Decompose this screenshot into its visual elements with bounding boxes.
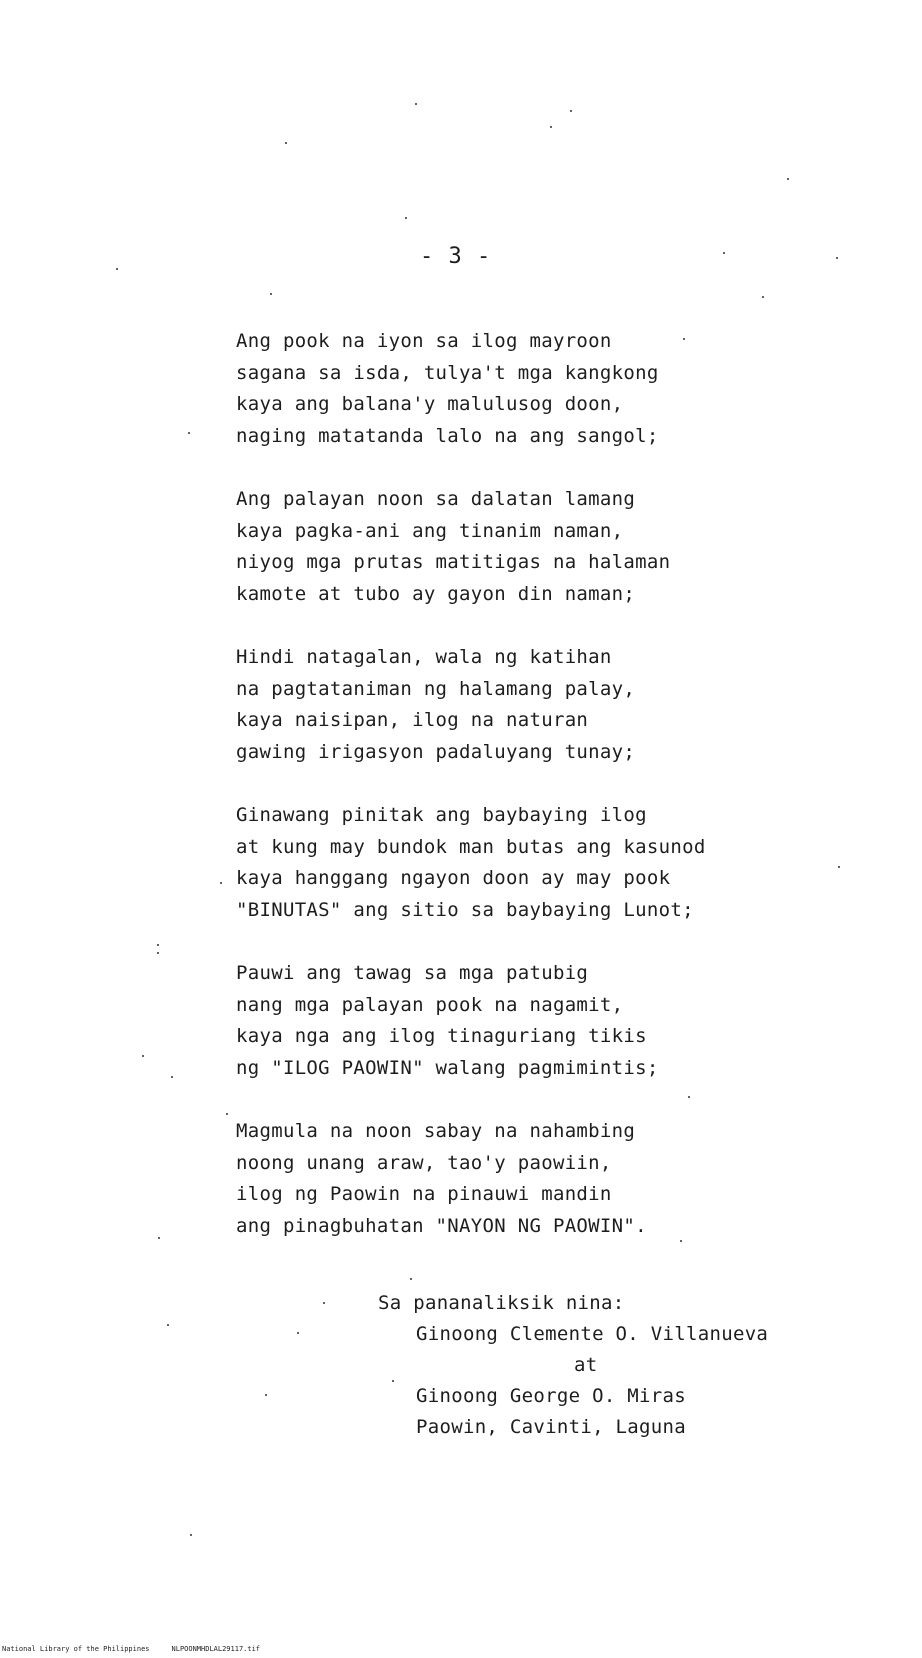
poem-line: niyog mga prutas matitigas na halaman: [236, 551, 671, 573]
scan-speck: [190, 1534, 192, 1536]
scan-speck: [723, 252, 725, 254]
stanza-3: [236, 642, 756, 768]
scan-speck: [270, 293, 272, 295]
footer-library: National Library of the Philippines: [2, 1645, 150, 1653]
stanza-5: [236, 958, 756, 1084]
scan-speck: [762, 296, 764, 298]
poem: [236, 326, 756, 1274]
scan-speck: [157, 952, 159, 954]
scan-speck: [157, 944, 159, 946]
scan-speck: [323, 1302, 325, 1304]
poem-line: kaya nga ang ilog tinaguriang tikis: [236, 1025, 647, 1047]
page-number: - 3 -: [420, 244, 492, 269]
poem-line: noong unang araw, tao'y paowiin,: [236, 1151, 612, 1174]
credits-place: Paowin, Cavinti, Laguna: [416, 1416, 686, 1438]
scan-speck: [836, 257, 838, 259]
poem-line: Ang pook na iyon sa ilog mayroon: [236, 330, 612, 352]
poem-line: Ang palayan noon sa dalatan lamang: [236, 488, 636, 510]
scan-speck: [410, 1278, 412, 1280]
scan-speck: [158, 1237, 160, 1239]
footer-file-id: NLPOONMHDLAL29117.tif: [171, 1645, 261, 1653]
poem-line: nang mga palayan pook na nagamit,: [236, 993, 624, 1016]
scan-speck: [142, 1055, 144, 1057]
poem-line: na pagtataniman ng halamang palay,: [236, 677, 636, 700]
author-name: Ginoong Clemente O. Villanueva: [416, 1323, 769, 1345]
poem-line: ilog ng Paowin na pinauwi mandin: [236, 1183, 612, 1205]
scan-footer: [2, 1645, 282, 1653]
poem-line: kaya hanggang ngayon doon ay may pook: [236, 867, 671, 889]
scan-speck: [116, 268, 118, 270]
poem-line: kaya ang balana'y malulusog doon,: [236, 393, 624, 415]
scan-speck: [297, 1332, 299, 1334]
scan-speck: [285, 142, 287, 144]
poem-line: gawing irigasyon padaluyang tunay;: [236, 740, 636, 763]
scan-speck: [220, 882, 222, 884]
scan-speck: [550, 126, 552, 128]
poem-line: kaya pagka-ani ang tinanim naman,: [236, 519, 624, 542]
poem-line: ang pinagbuhatan "NAYON NG PAOWIN".: [236, 1214, 647, 1237]
poem-line: kamote at tubo ay gayon din naman;: [236, 582, 636, 605]
poem-line: Ginawang pinitak ang baybaying ilog: [236, 804, 647, 826]
stanza-4: [236, 800, 756, 926]
scan-speck: [226, 1113, 228, 1115]
poem-line: Magmula na noon sabay na nahambing: [236, 1120, 636, 1142]
poem-line: sagana sa isda, tulya't mga kangkong: [236, 361, 659, 384]
author-name: Ginoong George O. Miras: [416, 1385, 686, 1407]
poem-line: "BINUTAS" ang sitio sa baybaying Lunot;: [236, 898, 694, 921]
poem-line: kaya naisipan, ilog na naturan: [236, 709, 589, 731]
stanza-2: [236, 484, 756, 610]
scan-speck: [570, 110, 572, 112]
stanza-1: [236, 326, 756, 452]
poem-line: Pauwi ang tawag sa mga patubig: [236, 962, 589, 984]
scan-speck: [265, 1394, 267, 1396]
stanza-6: [236, 1116, 756, 1242]
scan-speck: [405, 217, 407, 219]
credits-conjunction: at: [574, 1354, 598, 1376]
poem-line: naging matatanda lalo na ang sangol;: [236, 424, 659, 447]
credits-intro: Sa pananaliksik nina:: [378, 1292, 625, 1314]
poem-line: Hindi natagalan, wala ng katihan: [236, 646, 612, 668]
poem-line: at kung may bundok man butas ang kasunod: [236, 835, 706, 858]
scan-speck: [171, 1076, 173, 1078]
scan-speck: [787, 178, 789, 180]
scan-speck: [167, 1324, 169, 1326]
scan-speck: [838, 866, 840, 868]
scan-speck: [415, 103, 417, 105]
poem-line: ng "ILOG PAOWIN" walang pagmimintis;: [236, 1056, 659, 1079]
research-credits: [378, 1288, 898, 1443]
scan-speck: [188, 432, 190, 434]
